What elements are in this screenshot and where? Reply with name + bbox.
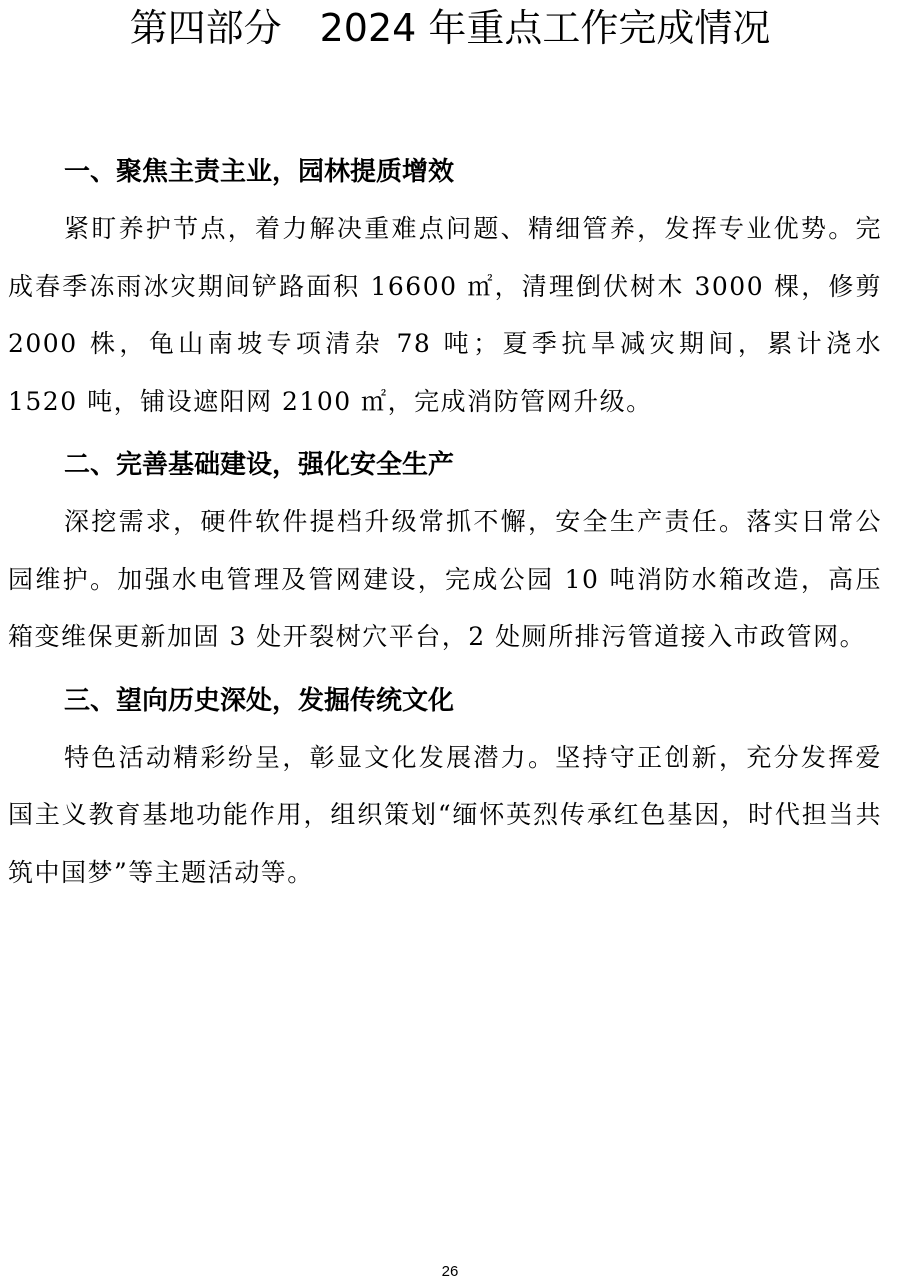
section-paragraph: 深挖需求，硬件软件提档升级常抓不懈，安全生产责任。落实日常公园维护。加强水电管理及管网建设，完成公园 10 吨消防水箱改造，高压箱变维保更新加固 3 处开裂树穴平台，2 处厕所排污管道接入市政管网。 (8, 507, 882, 651)
section-2 (8, 437, 882, 666)
page-number: 26 (441, 1263, 459, 1280)
section-heading: 三、望向历史深处，发掘传统文化 (64, 685, 455, 716)
section-3 (8, 673, 882, 902)
section-1 (8, 144, 882, 430)
section-paragraph: 紧盯养护节点，着力解决重难点问题、精细管养，发挥专业优势。完成春季冻雨冰灾期间铲路面积 16600 ㎡，清理倒伏树木 3000 棵，修剪 2000 株，龟山南坡专项清杂 78 吨；夏季抗旱减灾期间，累计浇水 1520 吨，铺设遮阳网 2100 ㎡，完成消防管网升级。 (8, 214, 882, 416)
document-body (8, 144, 882, 908)
section-heading: 一、聚焦主责主业，园林提质增效 (64, 157, 455, 187)
section-paragraph: 特色活动精彩纷呈，彰显文化发展潜力。坚持守正创新，充分发挥爱国主义教育基地功能作用，组织策划“缅怀英烈传承红色基因，时代担当共筑中国梦”等主题活动等。 (8, 742, 882, 887)
page-title: 第四部分 2024 年重点工作完成情况 (129, 6, 771, 50)
section-heading: 二、完善基础建设，强化安全生产 (64, 450, 455, 480)
